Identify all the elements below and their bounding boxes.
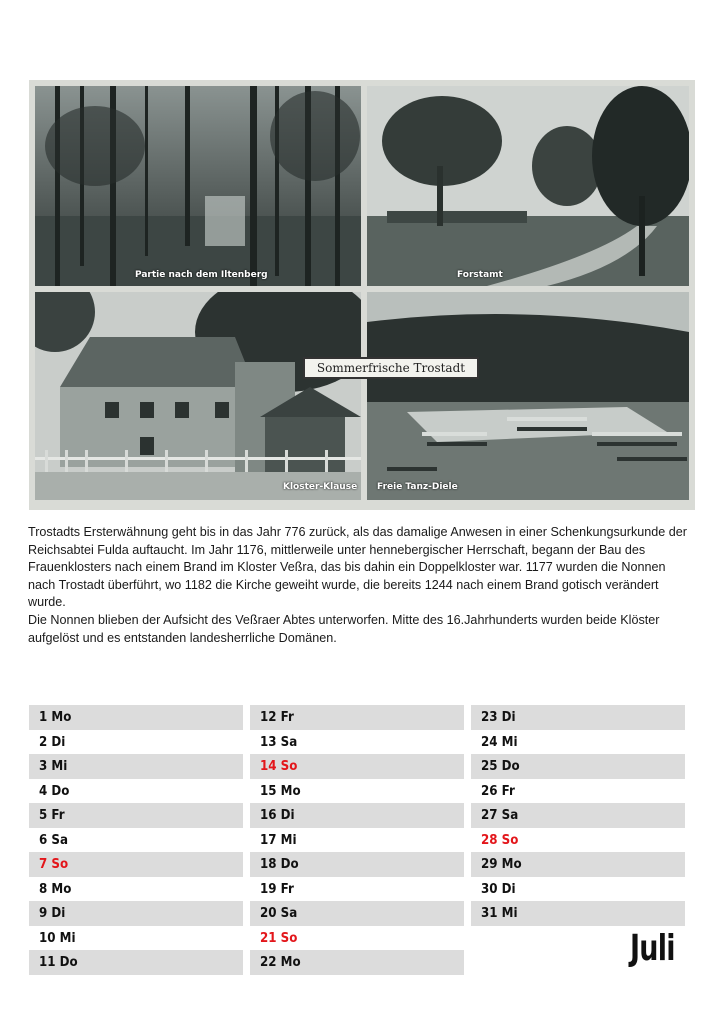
history-paragraph-2: Die Nonnen blieben der Aufsicht des Veßraer Abtes unterworfen. Mitte des 16.Jahrhunderts wurden beide Klöster aufgelöst und es entstanden landesherrliche Domänen.	[28, 612, 660, 645]
calendar-column-3	[471, 705, 685, 926]
calendar-day: 12 Fr	[250, 705, 464, 730]
calendar-day: 25 Do	[471, 754, 685, 779]
caption-forstamt: Forstamt	[457, 270, 503, 280]
calendar-day: 15 Mo	[260, 782, 301, 799]
calendar-day: 13 Sa	[260, 733, 298, 750]
calendar-day: 8 Mo	[39, 880, 72, 897]
calendar-day: 3 Mi	[29, 754, 243, 779]
caption-tanz-diele: Freie Tanz-Diele	[377, 482, 458, 492]
calendar-day: 1 Mo	[29, 705, 243, 730]
calendar-day: 30 Di	[481, 880, 516, 897]
caption-iltenberg: Partie nach dem Iltenberg	[135, 270, 268, 280]
calendar-day: 23 Di	[471, 705, 685, 730]
photo-forstamt	[367, 86, 689, 286]
calendar-day: 5 Fr	[29, 803, 243, 828]
calendar-day: 21 So	[260, 929, 298, 946]
calendar-day: 11 Do	[29, 950, 243, 975]
calendar-column-1	[29, 705, 243, 975]
calendar-day: 31 Mi	[471, 901, 685, 926]
caption-kloster-klause: Kloster-Klause	[283, 482, 358, 492]
month-title: Juli	[630, 928, 675, 969]
history-text	[28, 524, 696, 647]
calendar-day: 28 So	[481, 831, 519, 848]
calendar-day: 4 Do	[39, 782, 70, 799]
calendar-day: 16 Di	[250, 803, 464, 828]
calendar-day: 19 Fr	[260, 880, 294, 897]
calendar-day: 27 Sa	[471, 803, 685, 828]
postcard-title: Sommerfrische Trostadt	[303, 357, 479, 379]
calendar-day: 10 Mi	[39, 929, 76, 946]
calendar-day: 14 So	[250, 754, 464, 779]
calendar-day: 26 Fr	[481, 782, 515, 799]
calendar-day: 20 Sa	[250, 901, 464, 926]
calendar-day: 17 Mi	[260, 831, 297, 848]
calendar-day: 22 Mo	[250, 950, 464, 975]
calendar-day: 18 Do	[250, 852, 464, 877]
calendar-day: 29 Mo	[471, 852, 685, 877]
calendar-day: 2 Di	[39, 733, 66, 750]
photo-forest	[35, 86, 361, 286]
history-paragraph-1: Trostadts Ersterwähnung geht bis in das Jahr 776 zurück, als das damalige Anwesen in einer Schenkungsurkunde der Reichsabtei Fulda auftaucht. Im Jahr 1176, mittlerweile unter hennebergischer Herrschaft, begann der Bau des Frauenklosters nach einem Brand im Kloster Veßra, das bis dahin ein Doppelkloster war. 1177 wurden die Nonnen nach Trostadt überführt, wo 1182 die Kirche geweiht wurde, die bereits 1244 nach einem Brand gotisch verändert wurde.	[28, 525, 687, 610]
postcard	[29, 80, 695, 510]
calendar-day: 24 Mi	[481, 733, 518, 750]
photo-kloster-klause	[35, 292, 361, 500]
calendar-day: 7 So	[29, 852, 243, 877]
calendar-day: 6 Sa	[39, 831, 68, 848]
photo-tanz-diele	[367, 292, 689, 500]
calendar-day: 9 Di	[29, 901, 243, 926]
calendar-column-2	[250, 705, 464, 975]
